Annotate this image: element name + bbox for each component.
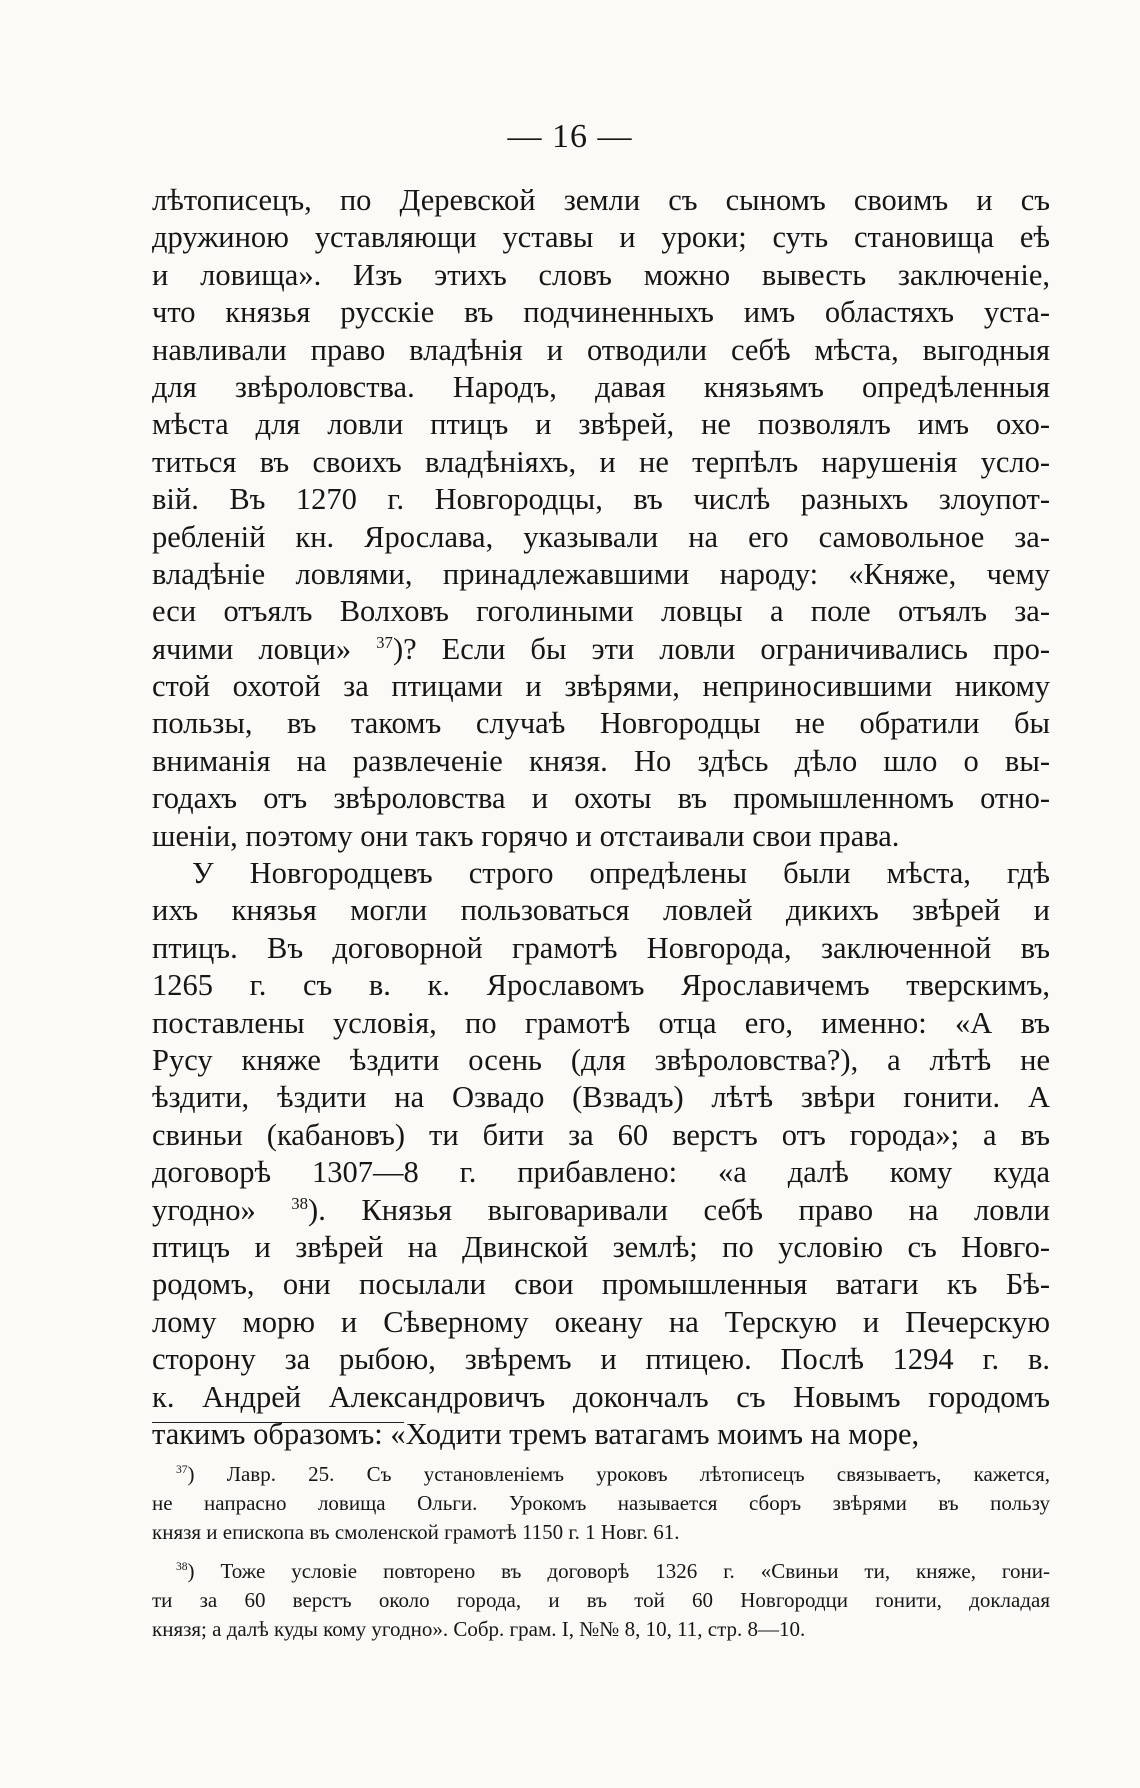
paragraph-first-line: У Новгородцевъ строго опредѣлены были мѣста, гдѣ: [192, 856, 1050, 891]
footnote-line: ти за 60 верстъ около города, и въ той 60 Новгородци гонити, докладая: [152, 1588, 1050, 1612]
text-segment: угодно»: [152, 1192, 256, 1227]
text-line: и ловища». Изъ этихъ словъ можно вывесть заключеніе,: [152, 257, 1050, 292]
text-segment: )? Если бы эти ловли ограничивались про-: [392, 631, 1050, 666]
text-line: лѣтописецъ, по Деревской земли съ сыномъ своимъ и съ: [152, 183, 1050, 217]
text-line: свиньи (кабановъ) ти бити за 60 верстъ отъ города»; а въ: [152, 1117, 1050, 1152]
text-line: птицъ и звѣрей на Двинской землѣ; по условію съ Новго-: [152, 1229, 1050, 1264]
text-line-with-footnote-ref: [152, 631, 1050, 668]
footnote-38: [152, 1557, 1050, 1644]
text-line: мѣста для ловли птицъ и звѣрей, не позволялъ имъ охо-: [152, 407, 1050, 442]
text-segment: ). Князья выговаривали себѣ право на ловли: [308, 1192, 1051, 1227]
footnote-divider: [152, 1422, 404, 1423]
text-line: птицъ. Въ договорной грамотѣ Новгорода, заключенной въ: [152, 930, 1050, 965]
footnote-line: [152, 1557, 1050, 1586]
text-line: владѣніе ловлями, принадлежавшими народу: «Княже, чему: [152, 556, 1050, 591]
text-line: дружиною уставляющи уставы и уроки; суть становища еѣ: [152, 220, 1050, 255]
text-line: еси отъялъ Волховъ гоголиными ловцы а поле отъялъ за-: [152, 594, 1050, 629]
text-line: родомъ, они посылали свои промышленныя ватаги къ Бѣ-: [152, 1267, 1050, 1302]
body-text: [152, 182, 1050, 1453]
footnote-marker: 37: [176, 1464, 188, 1476]
text-line: ребленій кн. Ярослава, указывали на его самовольное за-: [152, 519, 1050, 554]
text-line: лому морю и Сѣверному океану на Терскую и Печерскую: [152, 1304, 1050, 1339]
text-line: ихъ князья могли пользоваться ловлей дикихъ звѣрей и: [152, 893, 1050, 928]
text-line: шеніи, поэтому они такъ горячо и отстаивали свои права.: [152, 818, 900, 853]
footnote-line: князя и епископа въ смоленской грамотѣ 1150 г. 1 Новг. 61.: [152, 1520, 680, 1544]
footnote-37: [152, 1460, 1050, 1547]
text-line: годахъ отъ звѣроловства и охоты въ промышленномъ отно-: [152, 781, 1050, 816]
text-line: 1265 г. съ в. к. Ярославомъ Ярославичемъ тверскимъ,: [152, 968, 1050, 1003]
text-line: стой охотой за птицами и звѣрями, неприносившими никому: [152, 669, 1050, 704]
text-line: такимъ образомъ: «Ходити тремъ ватагамъ моимъ на море,: [152, 1416, 920, 1451]
text-line: пользы, въ такомъ случаѣ Новгородцы не обратили бы: [152, 706, 1050, 741]
text-line: навливали право владѣнія и отводили себѣ мѣста, выгодныя: [152, 332, 1050, 367]
text-segment: ячими ловци»: [152, 631, 352, 666]
text-line: вниманія на развлеченіе князя. Но здѣсь дѣло шло о вы-: [152, 743, 1050, 778]
text-line: сторону за рыбою, звѣремъ и птицею. Послѣ 1294 г. в.: [152, 1342, 1050, 1377]
footnote-text: ) Тоже условіе повторено въ договорѣ 1326 г. «Свиньи ти, княже, гони-: [187, 1559, 1050, 1583]
footnote-text: ) Лавр. 25. Съ установленіемъ уроковъ лѣтописецъ связываетъ, кажется,: [187, 1462, 1050, 1486]
text-line: титься въ своихъ владѣніяхъ, и не терпѣлъ нарушенія усло-: [152, 444, 1050, 479]
footnote-marker: 38: [176, 1561, 188, 1573]
text-line: ѣздити, ѣздити на Озвадо (Взвадъ) лѣтѣ звѣри гонити. А: [152, 1080, 1050, 1115]
footnote-line: [152, 1460, 1050, 1489]
text-line: договорѣ 1307—8 г. прибавлено: «а далѣ кому куда: [152, 1155, 1050, 1190]
footnote-ref-37[interactable]: 37: [376, 632, 393, 652]
footnote-ref-38[interactable]: 38: [291, 1193, 309, 1213]
text-line: для звѣроловства. Народъ, давая князьямъ опредѣленныя: [152, 369, 1050, 404]
text-line: к. Андрей Александровичъ докончалъ съ Новымъ городомъ: [152, 1379, 1050, 1414]
page-number: — 16 —: [507, 118, 633, 155]
footnote-line: не напрасно ловища Ольги. Урокомъ называется сборъ звѣрями въ пользу: [152, 1491, 1050, 1515]
text-line: вій. Въ 1270 г. Новгородцы, въ числѣ разныхъ злоупот-: [152, 482, 1050, 517]
text-line-with-footnote-ref: [152, 1192, 1050, 1229]
footnote-line: князя; а далѣ куды кому угодно». Собр. грам. I, №№ 8, 10, 11, стр. 8—10.: [152, 1617, 806, 1641]
text-line: поставлены условія, по грамотѣ отца его, именно: «А въ: [152, 1005, 1050, 1040]
text-line: что князья русскіе въ подчиненныхъ имъ областяхъ уста-: [152, 295, 1050, 330]
footnotes: [152, 1460, 1050, 1654]
text-line: Русу княже ѣздити осень (для звѣроловства?), а лѣтѣ не: [152, 1042, 1050, 1077]
